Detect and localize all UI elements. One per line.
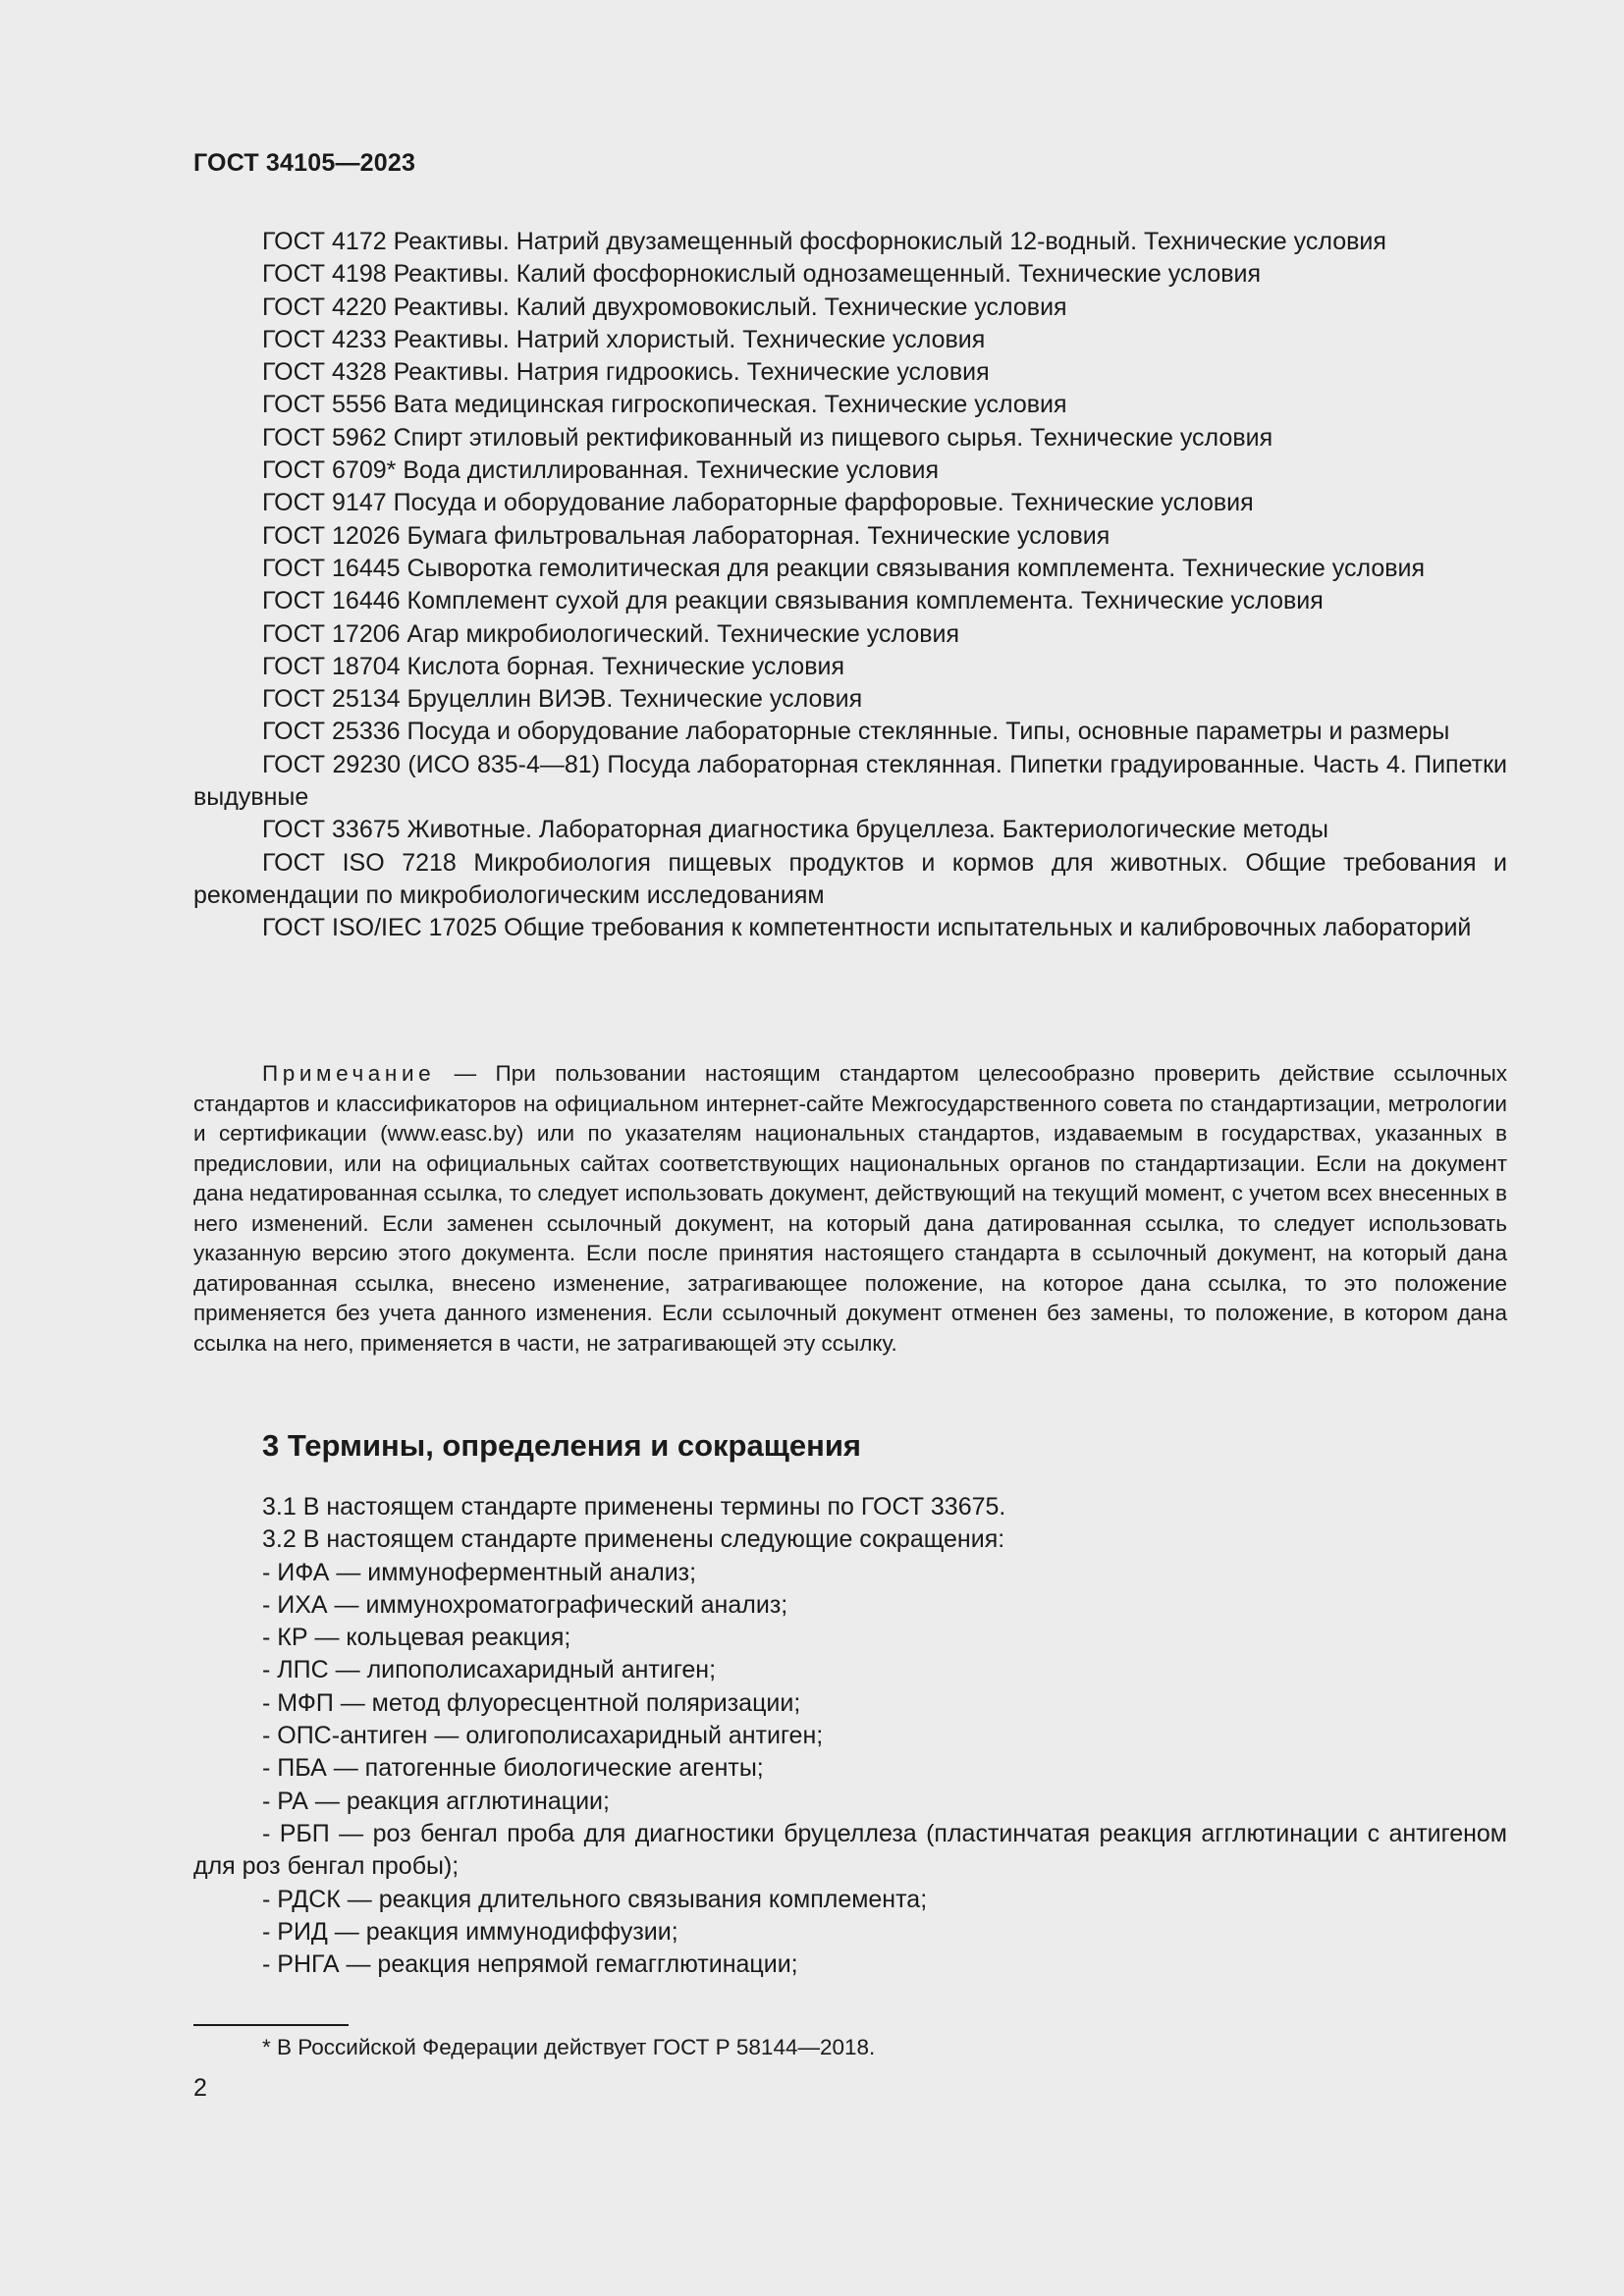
reference-code: ГОСТ 5962 xyxy=(262,423,387,452)
abbreviation-item: - КР — кольцевая реакция; xyxy=(262,1624,571,1652)
reference-title: Реактивы. Натрия гидроокись. Технические условия xyxy=(393,358,990,387)
reference-title: Бумага фильтровальная лабораторная. Технические условия xyxy=(406,521,1110,550)
abbreviation-item: - РА — реакция агглютинации; xyxy=(262,1787,610,1815)
note-text: — При пользовании настоящим стандартом целесообразно проверить действие ссылочных стандартов и классификаторов на официальном интернет-сайте Межгосударственного совета по стандартизации, метрологии и сертификации (www.easc.by) или по указателям национальных стандартов, издаваемым в государствах, указанных в предисловии, или на официальных сайтах соответствующих национальных органов по стандартизации. Если на документ дана недатированная ссылка, то следует использовать документ, действующий на текущий момент, с учетом всех внесенных в него изменений. Если заменен ссылочный документ, на который дана датированная ссылка, то следует использовать указанную версию этого документа. Если после принятия настоящего стандарта в ссылочный документ, на который дана датированная ссылка, внесено изменение, затрагивающее положение, на которое дана ссылка, то это положение применяется без учета данного изменения. Если ссылочный документ отменен без замены, то положение, в котором дана ссылка на него, применяется в части, не затрагивающей эту ссылку. xyxy=(193,1061,1507,1356)
reference-item xyxy=(193,553,1507,585)
reference-item xyxy=(193,226,1507,258)
footnote: * В Российской Федерации действует ГОСТ Р 58144—2018. xyxy=(262,2035,876,2059)
abbreviation-item: - МФП — метод флуоресцентной поляризации; xyxy=(262,1688,801,1717)
reference-code: ГОСТ 25336 xyxy=(262,718,401,746)
reference-title: Сыворотка гемолитическая для реакции связывания комплемента. Технические условия xyxy=(406,554,1426,582)
reference-item xyxy=(193,520,1507,553)
reference-item xyxy=(193,356,1507,389)
reference-item xyxy=(193,324,1507,356)
abbreviation-item: - РДСК — реакция длительного связывания комплемента; xyxy=(262,1885,928,1913)
clause-item: 3.1 В настоящем стандарте применены термины по ГОСТ 33675. xyxy=(262,1493,1006,1521)
clause-item: 3.2 В настоящем стандарте применены следующие сокращения: xyxy=(262,1525,1005,1554)
reference-title: Спирт этиловый ректификованный из пищевого сырья. Технические условия xyxy=(393,423,1273,452)
reference-title: Вата медицинская гигроскопическая. Технические условия xyxy=(393,391,1067,419)
reference-item xyxy=(193,749,1507,815)
footnote-divider xyxy=(193,2024,349,2026)
note-paragraph xyxy=(193,1059,1507,1359)
reference-title: Реактивы. Натрий двузамещенный фосфорнокислый 12-водный. Технические условия xyxy=(393,228,1386,255)
reference-title: Комплемент сухой для реакции связывания комплемента. Технические условия xyxy=(406,587,1324,615)
reference-code: ГОСТ 25134 xyxy=(262,685,401,714)
reference-code: ГОСТ 18704 xyxy=(262,652,401,680)
abbreviation-item: - РБП — роз бенгал проба для диагностики бруцеллеза (пластинчатая реакция агглютинации с антигеном для роз бенгал пробы); xyxy=(193,1819,1507,1881)
reference-title: Общие требования к компетентности испытательных и калибровочных лабораторий xyxy=(504,914,1472,942)
reference-title: Реактивы. Калий двухромовокислый. Технические условия xyxy=(393,293,1067,321)
abbreviation-item: - РНГА — реакция непрямой гемагглютинации; xyxy=(262,1950,798,1979)
reference-item xyxy=(193,258,1507,291)
reference-code: ГОСТ 29230 (ИСО 835-4—81) xyxy=(262,750,601,778)
reference-item xyxy=(193,454,1507,487)
reference-item xyxy=(193,422,1507,454)
reference-item xyxy=(193,585,1507,617)
reference-code: ГОСТ ISO/IEC 17025 xyxy=(262,914,498,942)
section-heading: 3 Термины, определения и сокращения xyxy=(262,1428,861,1463)
page-number: 2 xyxy=(193,2074,207,2102)
abbreviation-item: - ПБА — патогенные биологические агенты; xyxy=(262,1754,764,1783)
reference-code: ГОСТ ISO 7218 xyxy=(262,848,457,877)
reference-item xyxy=(193,389,1507,421)
reference-title: Вода дистиллированная. Технические условия xyxy=(403,456,940,485)
normative-references-list xyxy=(193,226,1507,945)
reference-item xyxy=(193,292,1507,324)
reference-item xyxy=(193,716,1507,748)
reference-item xyxy=(193,847,1507,913)
abbreviation-item: - ЛПС — липополисахаридный антиген; xyxy=(262,1656,717,1684)
reference-title: Посуда лабораторная стеклянная. Пипетки градуированные. Часть 4. Пипетки выдувные xyxy=(193,750,1507,812)
reference-code: ГОСТ 4233 xyxy=(262,325,387,353)
reference-code: ГОСТ 9147 xyxy=(262,489,387,517)
reference-item xyxy=(193,814,1507,846)
reference-item xyxy=(193,912,1507,944)
reference-code: ГОСТ 16445 xyxy=(262,554,401,582)
reference-title: Реактивы. Натрий хлористый. Технические условия xyxy=(393,325,986,353)
reference-code: ГОСТ 12026 xyxy=(262,521,401,550)
abbreviation-item: - РИД — реакция иммунодиффузии; xyxy=(262,1917,678,1946)
reference-code: ГОСТ 33675 xyxy=(262,816,401,844)
reference-item xyxy=(193,487,1507,519)
reference-code: ГОСТ 4198 xyxy=(262,260,387,289)
reference-code: ГОСТ 5556 xyxy=(262,391,387,419)
reference-item xyxy=(193,683,1507,716)
note-label: Примечание xyxy=(262,1061,436,1086)
reference-code: ГОСТ 4328 xyxy=(262,358,387,387)
abbreviation-item: - ИХА — иммунохроматографический анализ; xyxy=(262,1590,788,1619)
reference-code: ГОСТ 6709* xyxy=(262,456,397,485)
abbreviation-item: - ОПС-антиген — олигополисахаридный антиген; xyxy=(262,1722,824,1750)
abbreviation-item: - ИФА — иммуноферментный анализ; xyxy=(262,1558,697,1586)
reference-title: Животные. Лабораторная диагностика бруцеллеза. Бактериологические методы xyxy=(406,816,1328,844)
reference-title: Кислота борная. Технические условия xyxy=(406,652,844,680)
reference-title: Посуда и оборудование лабораторные фарфоровые. Технические условия xyxy=(393,489,1254,517)
reference-code: ГОСТ 17206 xyxy=(262,619,401,648)
reference-title: Микробиология пищевых продуктов и кормов для животных. Общие требования и рекомендации по микробиологическим исследованиям xyxy=(193,848,1507,909)
document-header: ГОСТ 34105—2023 xyxy=(193,149,416,177)
reference-code: ГОСТ 16446 xyxy=(262,587,401,615)
reference-title: Реактивы. Калий фосфорнокислый однозамещенный. Технические условия xyxy=(393,260,1262,289)
reference-title: Посуда и оборудование лабораторные стеклянные. Типы, основные параметры и размеры xyxy=(406,718,1450,746)
reference-title: Бруцеллин ВИЭВ. Технические условия xyxy=(406,685,863,714)
reference-item xyxy=(193,651,1507,683)
reference-title: Агар микробиологический. Технические условия xyxy=(406,619,960,648)
abbreviations-list xyxy=(193,1491,1507,1981)
reference-item xyxy=(193,618,1507,651)
reference-code: ГОСТ 4172 xyxy=(262,228,387,255)
reference-code: ГОСТ 4220 xyxy=(262,293,387,321)
